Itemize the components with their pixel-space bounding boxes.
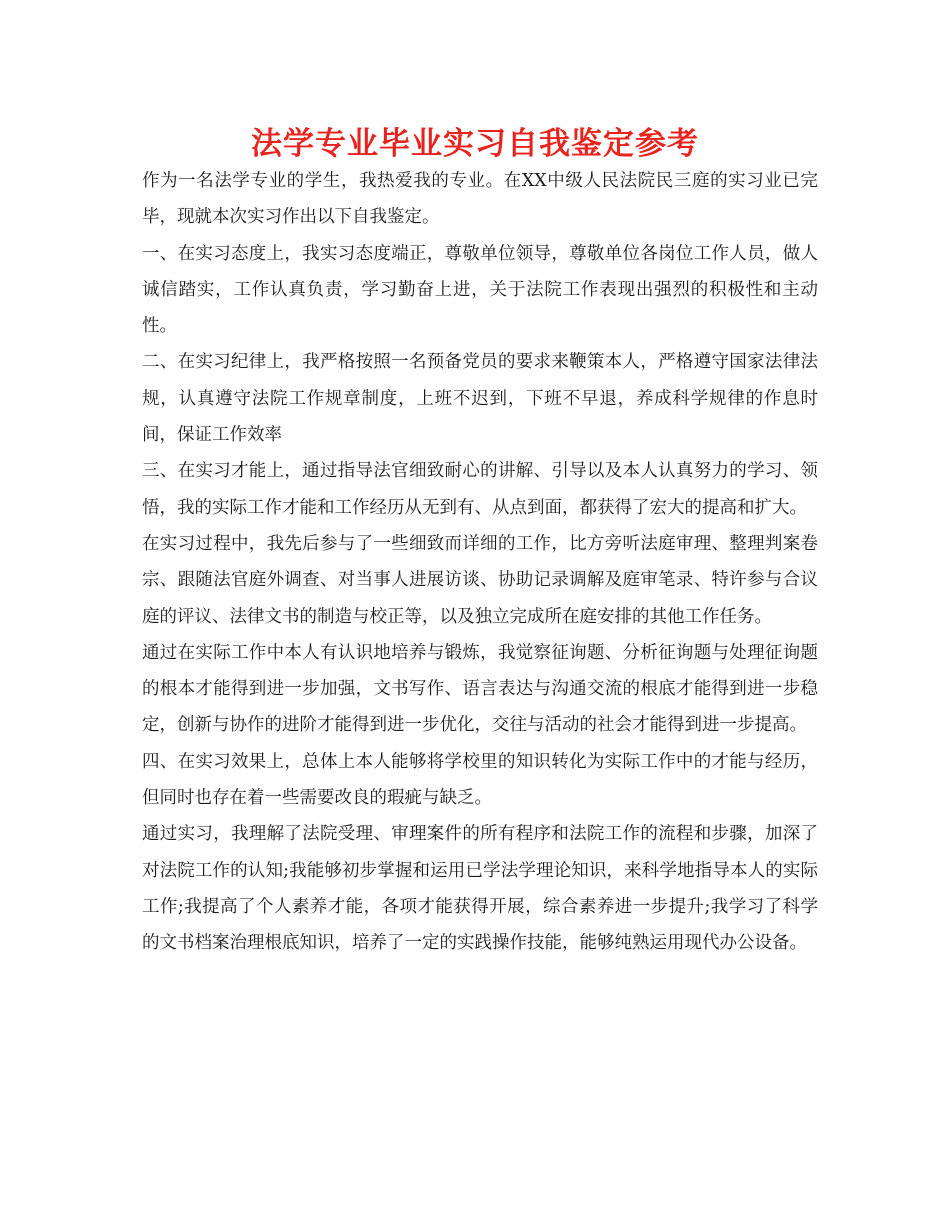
paragraph-discipline: 二、在实习纪律上，我严格按照一名预备党员的要求来鞭策本人，严格遵守国家法律法规，认真遵守法院工作规章制度，上班不迟到，下班不早退，养成科学规律的作息时间，保证工作效率 [142,352,818,446]
paragraph-ability: 三、在实习才能上，通过指导法官细致耐心的讲解、引导以及本人认真努力的学习、领悟，我的实际工作才能和工作经历从无到有、从点到面，都获得了宏大的提高和扩大。 [142,461,818,518]
paragraph-attitude: 一、在实习态度上，我实习态度端正，尊敬单位领导，尊敬单位各岗位工作人员，做人诚信踏实，工作认真负责，学习勤奋上进，关于法院工作表现出强烈的积极性和主动性。 [142,243,818,337]
paragraph-training: 通过在实际工作中本人有认识地培养与锻炼，我觉察征询题、分析征询题与处理征询题的根本才能得到进一步加强，文书写作、语言表达与沟通交流的根底才能得到进一步稳定，创新与协作的进阶才能得到进一步优化，交往与活动的社会才能得到进一步提高。 [142,642,818,736]
paragraph-summary: 通过实习，我理解了法院受理、审理案件的所有程序和法院工作的流程和步骤，加深了对法院工作的认知;我能够初步掌握和运用已学法学理论知识，来科学地指导本人的实际工作;我提高了个人素养才能，各项才能获得开展，综合素养进一步提升;我学习了科学的文书档案治理根底知识，培养了一定的实践操作技能，能够纯熟运用现代办公设备。 [142,824,818,954]
paragraph-effect: 四、在实习效果上，总体上本人能够将学校里的知识转化为实际工作中的才能与经历，但同时也存在着一些需要改良的瑕疵与缺乏。 [142,751,818,809]
document-title: 法学专业毕业实习自我鉴定参考 [251,126,699,162]
paragraph-intro: 作为一名法学专业的学生，我热爱我的专业。在XX中级人民法院民三庭的实习业已完毕，现就本次实习作出以下自我鉴定。 [142,171,818,228]
paragraph-process: 在实习过程中，我先后参与了一些细致而详细的工作，比方旁听法庭审理、整理判案卷宗、跟随法官庭外调查、对当事人进展访谈、协助记录调解及庭审笔录、特许参与合议庭的评议、法律文书的制造与校正等，以及独立完成所在庭安排的其他工作任务。 [142,533,818,627]
document-body [142,163,818,962]
